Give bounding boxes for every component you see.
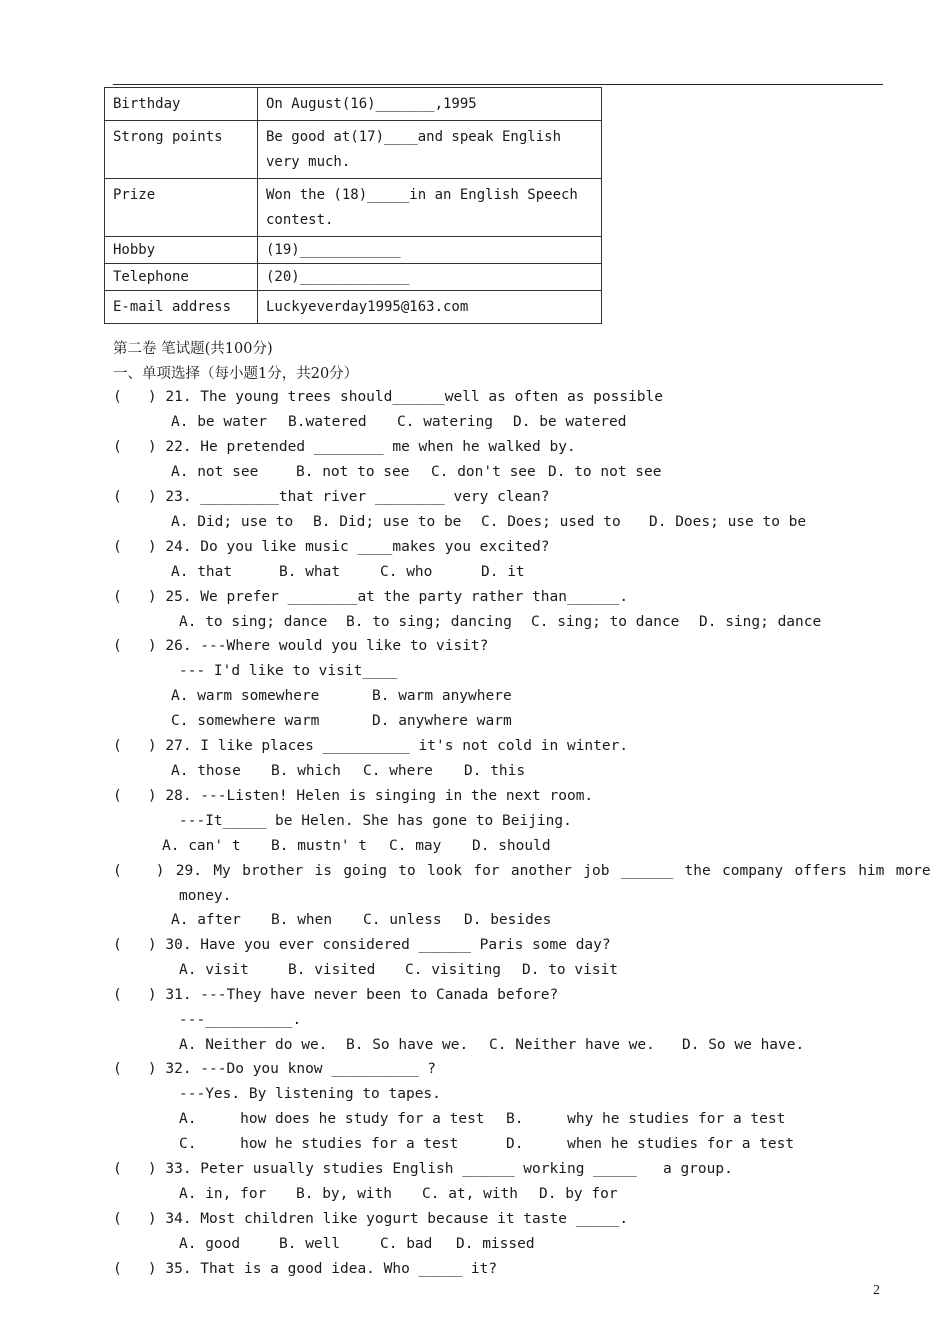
option-c: C. at, with	[422, 1186, 519, 1202]
option-d: D. when he studies for a test	[506, 1136, 795, 1152]
option-a: A. to sing; dance	[179, 614, 328, 630]
option-b: B. not to see	[296, 464, 410, 480]
option-a: A. after	[171, 912, 241, 928]
part-title: 一、单项选择（每小题1分，共20分）	[113, 366, 359, 382]
option-b: B. when	[271, 912, 333, 928]
option-b: B. to sing; dancing	[346, 614, 512, 630]
option-d: D. anywhere warm	[372, 713, 512, 729]
option-b: B. So have we.	[346, 1037, 469, 1053]
table-value: Won the (18)_____in an English Speech contest.	[258, 179, 602, 237]
option-d: D. to not see	[548, 464, 662, 480]
option-c: C. who	[380, 564, 433, 580]
option-b: B. why he studies for a test	[506, 1111, 786, 1127]
option-c: C. may	[389, 838, 442, 854]
option-b: B. Did; use to be	[313, 514, 462, 530]
question-34: ( ) 34. Most children like yogurt because it taste _____.	[113, 1211, 629, 1227]
option-c: C. how he studies for a test	[179, 1136, 459, 1152]
question-31: ( ) 31. ---They have never been to Canada before?	[113, 987, 559, 1003]
option-d: D. missed	[456, 1236, 535, 1252]
table-row	[105, 88, 602, 121]
table-row	[105, 291, 602, 324]
question-33: ( ) 33. Peter usually studies English ______ working _____ a group.	[113, 1161, 733, 1177]
option-c: C. where	[363, 763, 433, 779]
table-key: E-mail address	[105, 291, 258, 324]
question-32: ( ) 32. ---Do you know __________ ?	[113, 1061, 437, 1077]
option-c: C. Neither have we.	[489, 1037, 655, 1053]
option-d: D. be watered	[513, 414, 627, 430]
table-key: Telephone	[105, 264, 258, 291]
header-rule	[113, 84, 883, 85]
option-a: A. those	[171, 763, 241, 779]
option-c: C. visiting	[405, 962, 502, 978]
question-continuation: money.	[179, 888, 232, 904]
table-value: Luckyeverday1995@163.com	[258, 291, 602, 324]
option-d: D. sing; dance	[699, 614, 822, 630]
option-a: A. Neither do we.	[179, 1037, 328, 1053]
table-value: (19)____________	[258, 237, 602, 264]
option-b: B.watered	[288, 414, 367, 430]
option-a: A. that	[171, 564, 233, 580]
info-table	[104, 87, 602, 324]
question-35: ( ) 35. That is a good idea. Who _____ it?	[113, 1261, 498, 1277]
option-c: C. bad	[380, 1236, 433, 1252]
question-25: ( ) 25. We prefer ________at the party rather than______.	[113, 589, 629, 605]
option-a: A. be water	[171, 414, 268, 430]
option-d: D. by for	[539, 1186, 618, 1202]
option-c: C. unless	[363, 912, 442, 928]
table-key: Hobby	[105, 237, 258, 264]
page-number: 2	[873, 1283, 880, 1298]
option-d: D. to visit	[522, 962, 619, 978]
option-a: A. Did; use to	[171, 514, 294, 530]
reply-line: ---It_____ be Helen. She has gone to Beijing.	[179, 813, 572, 829]
table-value: On August(16)_______,1995	[258, 88, 602, 121]
option-a: A. not see	[171, 464, 259, 480]
reply-line: ---Yes. By listening to tapes.	[179, 1086, 441, 1102]
reply-line: ---__________.	[179, 1012, 302, 1028]
table-key: Birthday	[105, 88, 258, 121]
option-b: B. which	[271, 763, 341, 779]
question-27: ( ) 27. I like places __________ it's not cold in winter.	[113, 738, 629, 754]
question-23: ( ) 23. _________that river ________ very clean?	[113, 489, 550, 505]
section-title: 第二卷 笔试题(共100分)	[113, 341, 273, 357]
option-b: B. warm anywhere	[372, 688, 512, 704]
option-a: A. visit	[179, 962, 249, 978]
table-value: Be good at(17)____and speak English very much.	[258, 121, 602, 179]
option-b: B. well	[279, 1236, 341, 1252]
option-c: C. Does; used to	[481, 514, 621, 530]
option-a: A. how does he study for a test	[179, 1111, 485, 1127]
question-29: ( ) 29. My brother is going to look for another job ______ the company offers him more	[113, 863, 931, 879]
option-c: C. watering	[397, 414, 494, 430]
table-row	[105, 179, 602, 237]
option-d: D. should	[472, 838, 551, 854]
table-row	[105, 121, 602, 179]
option-c: C. sing; to dance	[531, 614, 680, 630]
option-c: C. somewhere warm	[171, 713, 320, 729]
option-a: A. warm somewhere	[171, 688, 320, 704]
question-28: ( ) 28. ---Listen! Helen is singing in the next room.	[113, 788, 594, 804]
reply-line: --- I'd like to visit____	[179, 663, 398, 679]
option-d: D. So we have.	[682, 1037, 805, 1053]
table-key: Prize	[105, 179, 258, 237]
option-a: A. good	[179, 1236, 241, 1252]
option-d: D. this	[464, 763, 526, 779]
question-30: ( ) 30. Have you ever considered ______ Paris some day?	[113, 937, 611, 953]
table-key: Strong points	[105, 121, 258, 179]
option-c: C. don't see	[431, 464, 536, 480]
option-b: B. mustn' t	[271, 838, 368, 854]
table-row	[105, 264, 602, 291]
question-26: ( ) 26. ---Where would you like to visit?	[113, 638, 489, 654]
option-b: B. by, with	[296, 1186, 393, 1202]
question-21: ( ) 21. The young trees should______well as often as possible	[113, 389, 663, 405]
question-24: ( ) 24. Do you like music ____makes you excited?	[113, 539, 550, 555]
option-a: A. can' t	[162, 838, 241, 854]
option-d: D. Does; use to be	[649, 514, 807, 530]
option-d: D. besides	[464, 912, 552, 928]
option-b: B. what	[279, 564, 341, 580]
option-b: B. visited	[288, 962, 376, 978]
option-d: D. it	[481, 564, 525, 580]
table-value: (20)_____________	[258, 264, 602, 291]
table-row	[105, 237, 602, 264]
question-22: ( ) 22. He pretended ________ me when he walked by.	[113, 439, 576, 455]
option-a: A. in, for	[179, 1186, 267, 1202]
